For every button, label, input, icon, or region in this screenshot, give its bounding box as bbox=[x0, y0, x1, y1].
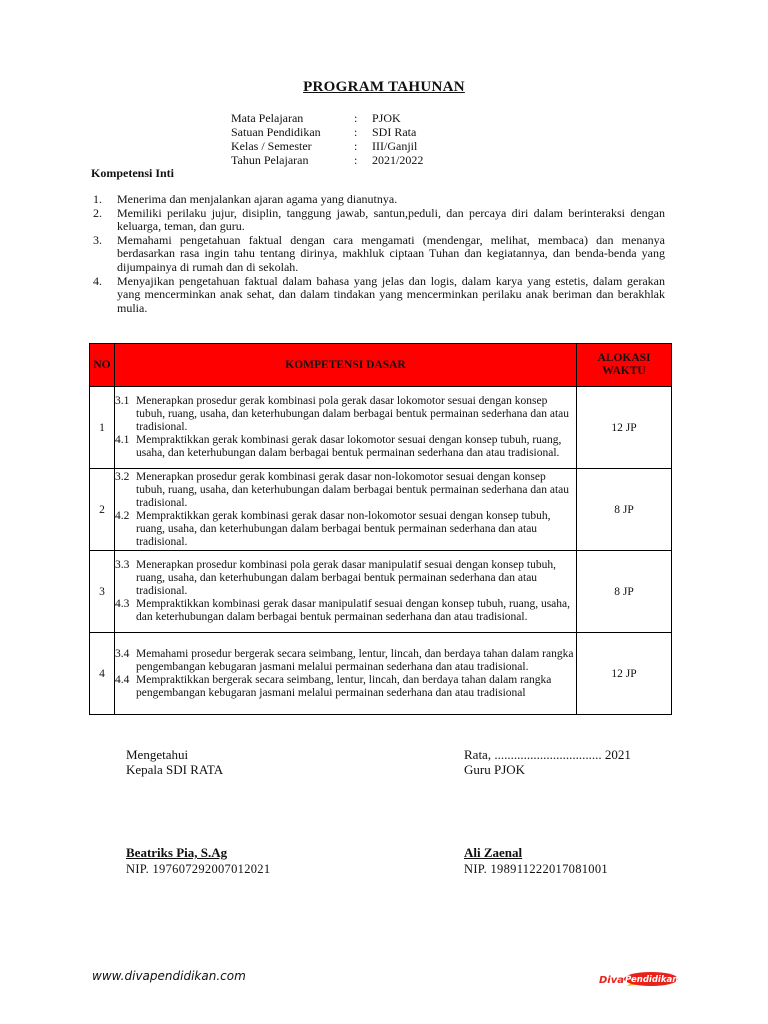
ki-text: Memahami pengetahuan faktual dengan cara mengamati (mendengar, melihat, membaca) dan menanya berdasarkan rasa ingin tahu tentang dirinya, makhluk ciptaan Tuhan dan kegiatannya, dan benda-benda yang dijumpainya di rumah dan di sekolah. bbox=[117, 232, 665, 274]
signature-right-line1: Rata, ................................. 2021 bbox=[464, 747, 631, 762]
meta-row-year bbox=[231, 153, 423, 167]
ki-item bbox=[93, 275, 665, 316]
header-no: NO bbox=[90, 344, 115, 387]
kd-code: 3.3 bbox=[115, 559, 130, 571]
ki-text: Menerima dan menjalankan ajaran agama yang dianutnya. bbox=[117, 192, 398, 206]
svg-text:Pendidikan: Pendidikan bbox=[625, 975, 679, 985]
header-kompetensi-dasar: KOMPETENSI DASAR bbox=[115, 344, 577, 387]
ki-item bbox=[93, 193, 665, 207]
alokasi-waktu: 12 JP bbox=[577, 387, 672, 469]
kd-text: Menerapkan prosedur gerak kombinasi gerak dasar non-lokomotor sesuai dengan konsep tubuh, ruang, usaha, dan keterhubungan dalam berbagai bentuk permainan sederhana dan atau tradisional. bbox=[136, 470, 570, 509]
kd-code: 3.1 bbox=[115, 395, 130, 407]
kd-item bbox=[115, 559, 576, 598]
kompetensi-dasar-table bbox=[89, 343, 672, 715]
document-meta bbox=[231, 111, 423, 167]
kd-cell bbox=[115, 387, 577, 469]
ki-text: Menyajikan pengetahuan faktual dalam bahasa yang jelas dan logis, dalam karya yang estetis, dalam gerakan yang mencerminkan anak sehat, dan dalam tindakan yang mencerminkan perilaku anak beriman dan berakhlak mulia. bbox=[117, 273, 665, 315]
footer-url: www.divapendidikan.com bbox=[92, 969, 246, 983]
meta-row-class bbox=[231, 139, 423, 153]
svg-text:Diva: Diva bbox=[599, 975, 624, 986]
kd-cell bbox=[115, 551, 577, 633]
signature-left-line1: Mengetahui bbox=[126, 747, 189, 762]
kd-text: Menerapkan prosedur kombinasi pola gerak dasar manipulatif sesuai dengan konsep tubuh, ruang, usaha, dan keterhubungan dalam berbagai bentuk permainan sederhana dan atau tradisional. bbox=[136, 559, 556, 597]
meta-separator: : bbox=[354, 139, 358, 153]
meta-label: Tahun Pelajaran bbox=[231, 153, 309, 167]
meta-value: PJOK bbox=[372, 111, 401, 125]
alokasi-waktu: 8 JP bbox=[577, 469, 672, 551]
kd-text: Mempraktikkan gerak kombinasi gerak dasar lokomotor sesuai dengan konsep tubuh, ruang, usaha, dan keterhubungan dalam berbagai bentuk permainan sederhana dan atau tradisional. bbox=[136, 434, 562, 459]
ki-number: 4. bbox=[93, 273, 102, 288]
meta-label: Satuan Pendidikan bbox=[231, 125, 321, 139]
kd-code: 4.3 bbox=[115, 598, 130, 610]
table-header-row bbox=[90, 344, 672, 387]
header-alokasi-waktu: ALOKASI WAKTU bbox=[577, 344, 672, 387]
logo-graphic bbox=[597, 968, 679, 990]
meta-row-subject bbox=[231, 111, 423, 125]
table-row bbox=[90, 387, 672, 469]
row-number: 4 bbox=[90, 633, 115, 715]
ki-heading: Kompetensi Inti bbox=[91, 166, 175, 180]
kd-item bbox=[115, 648, 576, 674]
kd-code: 3.2 bbox=[115, 470, 130, 483]
teacher-name: Ali Zaenal bbox=[464, 845, 523, 860]
kd-text: Mempraktikkan bergerak secara seimbang, lentur, lincah, dan berdaya tahan dalam rangka pengembangan kebugaran jasmani melalui permainan sederhana dan atau tradisional bbox=[136, 673, 552, 699]
table-row bbox=[90, 469, 672, 551]
signature-left-line2: Kepala SDI RATA bbox=[126, 762, 224, 777]
kd-code: 4.2 bbox=[115, 509, 130, 522]
kd-cell bbox=[115, 469, 577, 551]
ki-list bbox=[93, 193, 665, 315]
kd-item bbox=[115, 674, 576, 700]
kd-code: 3.4 bbox=[115, 647, 130, 660]
meta-label: Mata Pelajaran bbox=[231, 111, 304, 125]
kd-code: 4.1 bbox=[115, 434, 130, 446]
alokasi-waktu: 8 JP bbox=[577, 551, 672, 633]
kd-item bbox=[115, 434, 576, 460]
teacher-nip: NIP. 198911222017081001 bbox=[464, 862, 608, 876]
kd-text: Mempraktikkan kombinasi gerak dasar manipulatif sesuai dengan konsep tubuh, ruang, usaha, dan keterhubungan dalam berbagai bentuk permainan sederhana dan atau tradisional. bbox=[136, 598, 571, 623]
kd-item bbox=[115, 510, 576, 549]
kd-text: Mempraktikkan gerak kombinasi gerak dasar non-lokomotor sesuai dengan konsep tubuh, ruang, usaha, dan keterhubungan dalam berbagai bentuk permainan sederhana dan atau tradisional. bbox=[136, 509, 551, 548]
principal-name: Beatriks Pia, S.Ag bbox=[126, 845, 228, 860]
table-row bbox=[90, 551, 672, 633]
ki-number: 1. bbox=[93, 192, 102, 206]
row-number: 2 bbox=[90, 469, 115, 551]
ki-number: 2. bbox=[93, 205, 102, 220]
kd-code: 4.4 bbox=[115, 673, 130, 686]
signature-left-block bbox=[126, 747, 223, 777]
divapendidikan-logo bbox=[597, 968, 679, 990]
meta-value: 2021/2022 bbox=[372, 153, 424, 167]
meta-row-school bbox=[231, 125, 423, 139]
alokasi-waktu: 12 JP bbox=[577, 633, 672, 715]
kd-item bbox=[115, 471, 576, 510]
meta-label: Kelas / Semester bbox=[231, 139, 312, 153]
ki-item bbox=[93, 234, 665, 275]
document-title: PROGRAM TAHUNAN bbox=[303, 79, 465, 95]
ki-text: Memiliki perilaku jujur, disiplin, tanggung jawab, santun,peduli, dan percaya diri dalam berinteraksi dengan keluarga, teman, dan guru. bbox=[117, 205, 665, 234]
meta-separator: : bbox=[354, 125, 358, 139]
row-number: 1 bbox=[90, 387, 115, 469]
meta-value: III/Ganjil bbox=[372, 139, 418, 153]
kd-text: Menerapkan prosedur gerak kombinasi pola gerak dasar lokomotor sesuai dengan konsep tubuh, ruang, usaha, dan keterhubungan dalam berbagai bentuk permainan sederhana dan atau tradisional. bbox=[136, 395, 570, 433]
meta-separator: : bbox=[354, 111, 358, 125]
meta-separator: : bbox=[354, 153, 358, 167]
ki-item bbox=[93, 207, 665, 234]
meta-value: SDI Rata bbox=[372, 125, 417, 139]
row-number: 3 bbox=[90, 551, 115, 633]
signature-right-block bbox=[464, 747, 631, 777]
signature-right-line2: Guru PJOK bbox=[464, 762, 526, 777]
kd-cell bbox=[115, 633, 577, 715]
ki-number: 3. bbox=[93, 232, 102, 247]
kd-text: Memahami prosedur bergerak secara seimbang, lentur, lincah, dan berdaya tahan dalam rangka pengembangan kebugaran jasmani melalui permainan sederhana dan atau tradisional. bbox=[136, 647, 574, 673]
table-row bbox=[90, 633, 672, 715]
kd-item bbox=[115, 598, 576, 624]
principal-nip: NIP. 197607292007012021 bbox=[126, 862, 271, 876]
kd-item bbox=[115, 395, 576, 434]
